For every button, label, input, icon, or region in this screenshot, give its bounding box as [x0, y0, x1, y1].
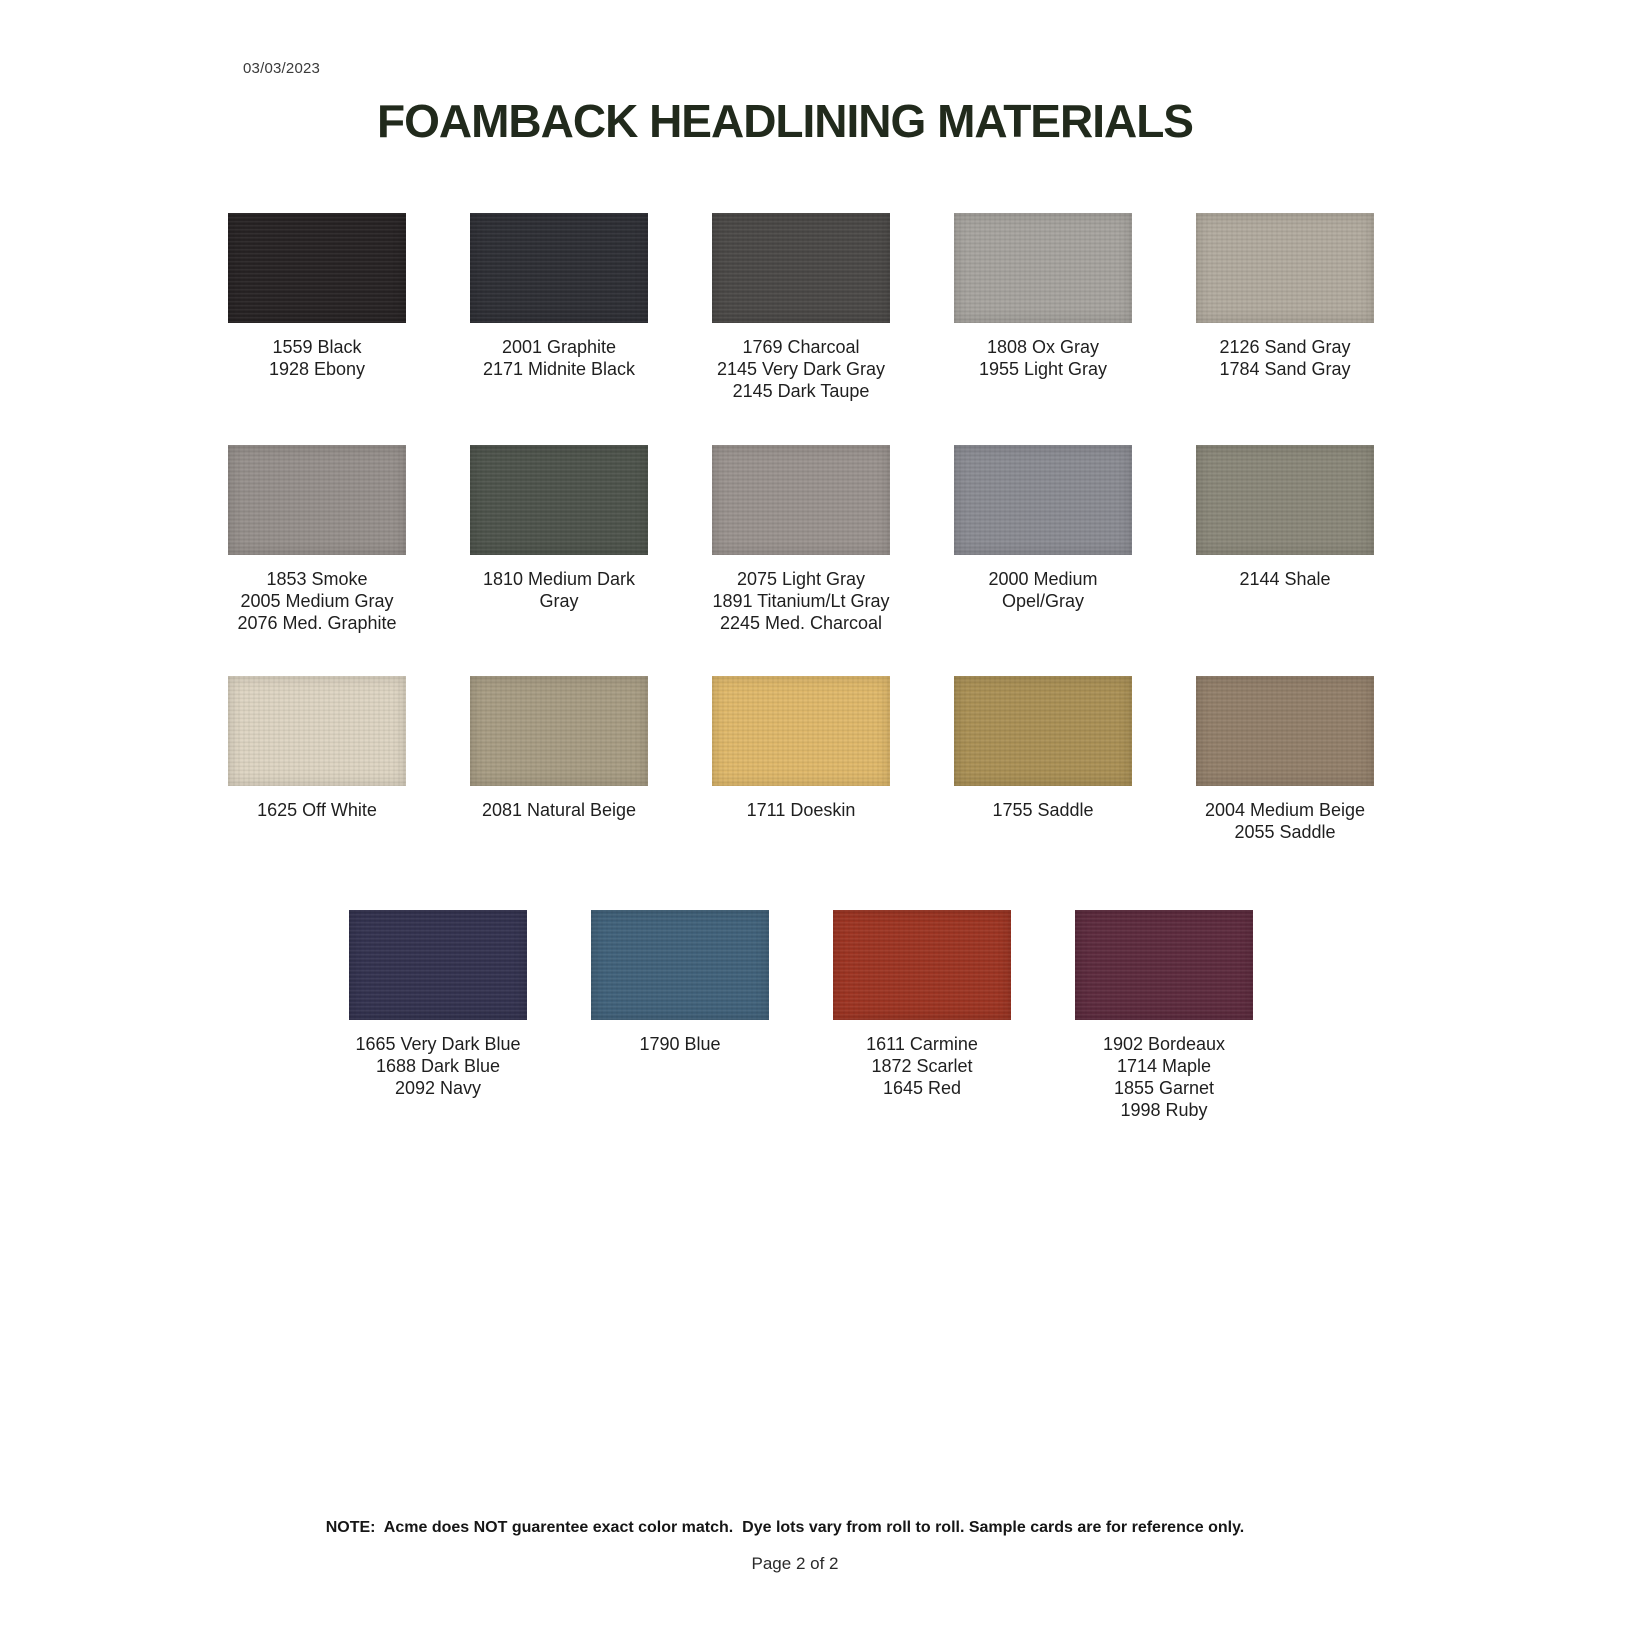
swatch-group-2004-medium-beige [1182, 676, 1388, 843]
swatch-group-2081-natural-beige [456, 676, 662, 821]
swatch-label-line: 1855 Garnet [1113, 1078, 1215, 1098]
fabric-swatch-1902-bordeaux [1075, 910, 1253, 1020]
swatch-label-line: 2001 Graphite [501, 337, 617, 357]
swatch-label [866, 1033, 978, 1099]
fabric-swatch-1711-doeskin [712, 676, 890, 786]
fabric-swatch-2075-light-gray [712, 445, 890, 555]
swatch-label-line: 1808 Ox Gray [986, 337, 1100, 357]
swatch-label-line: 2005 Medium Gray [240, 591, 394, 611]
swatch-group-1769-charcoal [698, 213, 904, 402]
swatch-group-2000-medium [940, 445, 1146, 612]
swatch-label [1219, 336, 1350, 380]
page-title: FOAMBACK HEADLINING MATERIALS [377, 95, 1193, 147]
fabric-swatch-1755-saddle [954, 676, 1132, 786]
swatch-row [0, 213, 1602, 445]
swatch-label-line: 2076 Med. Graphite [237, 613, 397, 633]
swatch-label-line: 1998 Ruby [1120, 1100, 1208, 1120]
fabric-swatch-1559-black [228, 213, 406, 323]
swatch-label-line: 1711 Doeskin [746, 800, 856, 820]
swatch-label [747, 799, 856, 821]
swatch-label-line: 2145 Dark Taupe [732, 381, 870, 401]
swatch-group-1711-doeskin [698, 676, 904, 821]
fabric-swatch-1790-blue [591, 910, 769, 1020]
swatch-label-line: 2092 Navy [394, 1078, 482, 1098]
swatch-group-2001-graphite [456, 213, 662, 380]
fabric-swatch-1611-carmine [833, 910, 1011, 1020]
swatch-label-line: 1714 Maple [1116, 1056, 1212, 1076]
swatch-group-1902-bordeaux [1061, 910, 1267, 1121]
fabric-swatch-2126-sand-gray [1196, 213, 1374, 323]
swatch-label [1239, 568, 1330, 590]
swatch-label [1205, 799, 1365, 843]
swatch-label-line: 1665 Very Dark Blue [355, 1034, 521, 1054]
swatch-label-line: 1784 Sand Gray [1219, 359, 1351, 379]
swatch-label-line: 2126 Sand Gray [1219, 337, 1351, 357]
swatch-group-1808-ox-gray [940, 213, 1146, 380]
swatch-label-line: 2000 Medium [988, 569, 1098, 589]
swatch-label-line: 1902 Bordeaux [1102, 1034, 1226, 1054]
color-match-note: NOTE: Acme does NOT guarentee exact color match. Dye lots vary from roll to roll. Sample cards are for reference only. [325, 1519, 1245, 1536]
swatch-label-line: 1810 Medium Dark [482, 569, 636, 589]
swatch-group-1790-blue [577, 910, 783, 1055]
swatch-area [0, 213, 1602, 1121]
swatch-label-line: 1790 Blue [639, 1034, 721, 1054]
swatch-label-line: 1853 Smoke [266, 569, 368, 589]
swatch-row [0, 910, 1602, 1121]
swatch-label-line: 1891 Titanium/Lt Gray [712, 591, 890, 611]
swatch-label [717, 336, 885, 402]
swatch-label-line: 2171 Midnite Black [482, 359, 636, 379]
swatch-label-line: 1769 Charcoal [742, 337, 860, 357]
document-date: 03/03/2023 [243, 60, 321, 77]
swatch-label-line: Opel/Gray [1001, 591, 1084, 611]
swatch-label [992, 799, 1093, 821]
swatch-group-1665-very-dark-blue [335, 910, 541, 1099]
swatch-group-1559-black [214, 213, 420, 380]
swatch-group-1611-carmine [819, 910, 1025, 1099]
swatch-label [483, 336, 635, 380]
swatch-label-line: Gray [539, 591, 579, 611]
swatch-label-line: 1559 Black [272, 337, 362, 357]
fabric-swatch-1769-charcoal [712, 213, 890, 323]
swatch-group-1853-smoke [214, 445, 420, 634]
swatch-label-line: 1625 Off White [257, 800, 377, 820]
swatch-label-line: 2245 Med. Charcoal [719, 613, 883, 633]
fabric-swatch-1808-ox-gray [954, 213, 1132, 323]
swatch-label [269, 336, 365, 380]
swatch-group-2126-sand-gray [1182, 213, 1388, 380]
fabric-swatch-1665-very-dark-blue [349, 910, 527, 1020]
fabric-swatch-2004-medium-beige [1196, 676, 1374, 786]
swatch-label [988, 568, 1097, 612]
swatch-label [482, 799, 636, 821]
swatch-label-line: 2004 Medium Beige [1204, 800, 1366, 820]
swatch-group-1810-medium-dark [456, 445, 662, 612]
swatch-label [483, 568, 635, 612]
swatch-row [0, 445, 1602, 676]
fabric-swatch-1853-smoke [228, 445, 406, 555]
swatch-label [639, 1033, 720, 1055]
swatch-label [712, 568, 889, 634]
swatch-label [355, 1033, 520, 1099]
swatch-row [0, 676, 1602, 910]
swatch-label-line: 1872 Scarlet [871, 1056, 973, 1076]
swatch-label-line: 1755 Saddle [992, 800, 1094, 820]
swatch-label [237, 568, 396, 634]
swatch-group-2075-light-gray [698, 445, 904, 634]
swatch-group-2144-shale [1182, 445, 1388, 590]
swatch-label-line: 2075 Light Gray [736, 569, 866, 589]
fabric-swatch-2144-shale [1196, 445, 1374, 555]
swatch-label-line: 1611 Carmine [866, 1034, 978, 1054]
swatch-label-line: 2055 Saddle [1234, 822, 1336, 842]
fabric-swatch-1810-medium-dark [470, 445, 648, 555]
swatch-label-line: 1688 Dark Blue [375, 1056, 501, 1076]
swatch-group-1755-saddle [940, 676, 1146, 821]
fabric-swatch-2000-medium [954, 445, 1132, 555]
swatch-label-line: 1928 Ebony [268, 359, 366, 379]
swatch-label-line: 2081 Natural Beige [481, 800, 637, 820]
fabric-swatch-2001-graphite [470, 213, 648, 323]
fabric-swatch-2081-natural-beige [470, 676, 648, 786]
swatch-group-1625-off-white [214, 676, 420, 821]
swatch-label-line: 1645 Red [882, 1078, 962, 1098]
swatch-label [257, 799, 377, 821]
fabric-swatch-1625-off-white [228, 676, 406, 786]
swatch-label [979, 336, 1107, 380]
swatch-label [1103, 1033, 1225, 1121]
swatch-label-line: 1955 Light Gray [978, 359, 1108, 379]
swatch-label-line: 2144 Shale [1239, 569, 1331, 589]
page-number: Page 2 of 2 [751, 1554, 839, 1573]
swatch-label-line: 2145 Very Dark Gray [716, 359, 886, 379]
